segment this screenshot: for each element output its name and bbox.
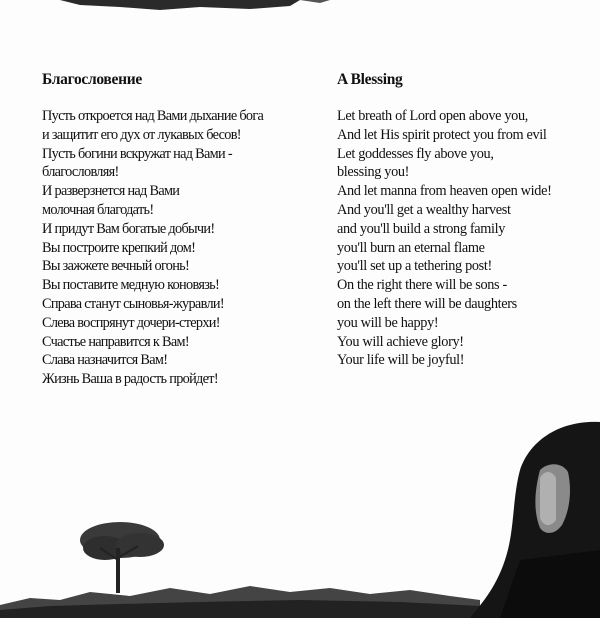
poem-line: And let His spirit protect you from evil: [337, 126, 547, 143]
poem-line: Справа станут сыновья-журавли!: [42, 295, 224, 312]
poem-line: Вы зажжете вечный огонь!: [42, 258, 190, 275]
bottom-mountains: [0, 586, 480, 618]
russian-title: Благословение: [42, 71, 142, 88]
russian-lines: [42, 107, 312, 389]
poem-line: Let breath of Lord open above you,: [337, 108, 528, 124]
poem-line: благословляя!: [42, 164, 119, 181]
russian-poem: [42, 70, 312, 389]
poem-line: And you'll get a wealthy harvest: [337, 201, 511, 218]
poem-line: И придут Вам богатые добычи!: [42, 220, 215, 237]
poem-line: и защитит его дух от лукавых бесов!: [42, 126, 241, 143]
poem-line: You will achieve glory!: [337, 333, 464, 350]
poem-line: Жизнь Ваша в радость пройдет!: [42, 371, 218, 388]
poem-line: И разверзнется над Вами: [42, 183, 180, 200]
poem-line: you'll set up a tethering post!: [337, 258, 492, 275]
woman-portrait: [470, 422, 600, 618]
tree-silhouette: [80, 522, 164, 593]
poem-line: on the left there will be daughters: [337, 295, 517, 312]
poem-line: Счастье направится к Вам!: [42, 333, 189, 350]
poem-line: Пусть откроется над Вами дыхание бога: [42, 108, 264, 124]
english-title: A Blessing: [337, 71, 403, 88]
top-mountain-strip: [60, 0, 330, 10]
poem-line: blessing you!: [337, 164, 410, 181]
poem-line: молочная благодать!: [42, 201, 154, 218]
poem-line: Вы построите крепкий дом!: [42, 239, 196, 256]
poem-line: Пусть богини вскружат над Вами -: [42, 145, 232, 162]
english-poem: [337, 70, 597, 370]
poem-line: Let goddesses fly above you,: [337, 145, 494, 162]
english-lines: [337, 107, 597, 370]
poem-line: Your life will be joyful!: [337, 352, 465, 369]
poem-line: you will be happy!: [337, 314, 439, 331]
poem-line: Вы поставите медную коновязь!: [42, 277, 220, 294]
poem-line: and you'll build a strong family: [337, 220, 506, 237]
poem-line: Слава назначится Вам!: [42, 352, 168, 369]
poem-line: And let manna from heaven open wide!: [337, 183, 552, 200]
poem-line: Слева воспрянут дочери-стерхи!: [42, 314, 220, 331]
poem-line: On the right there will be sons -: [337, 277, 507, 294]
poem-line: you'll burn an eternal flame: [337, 239, 485, 256]
